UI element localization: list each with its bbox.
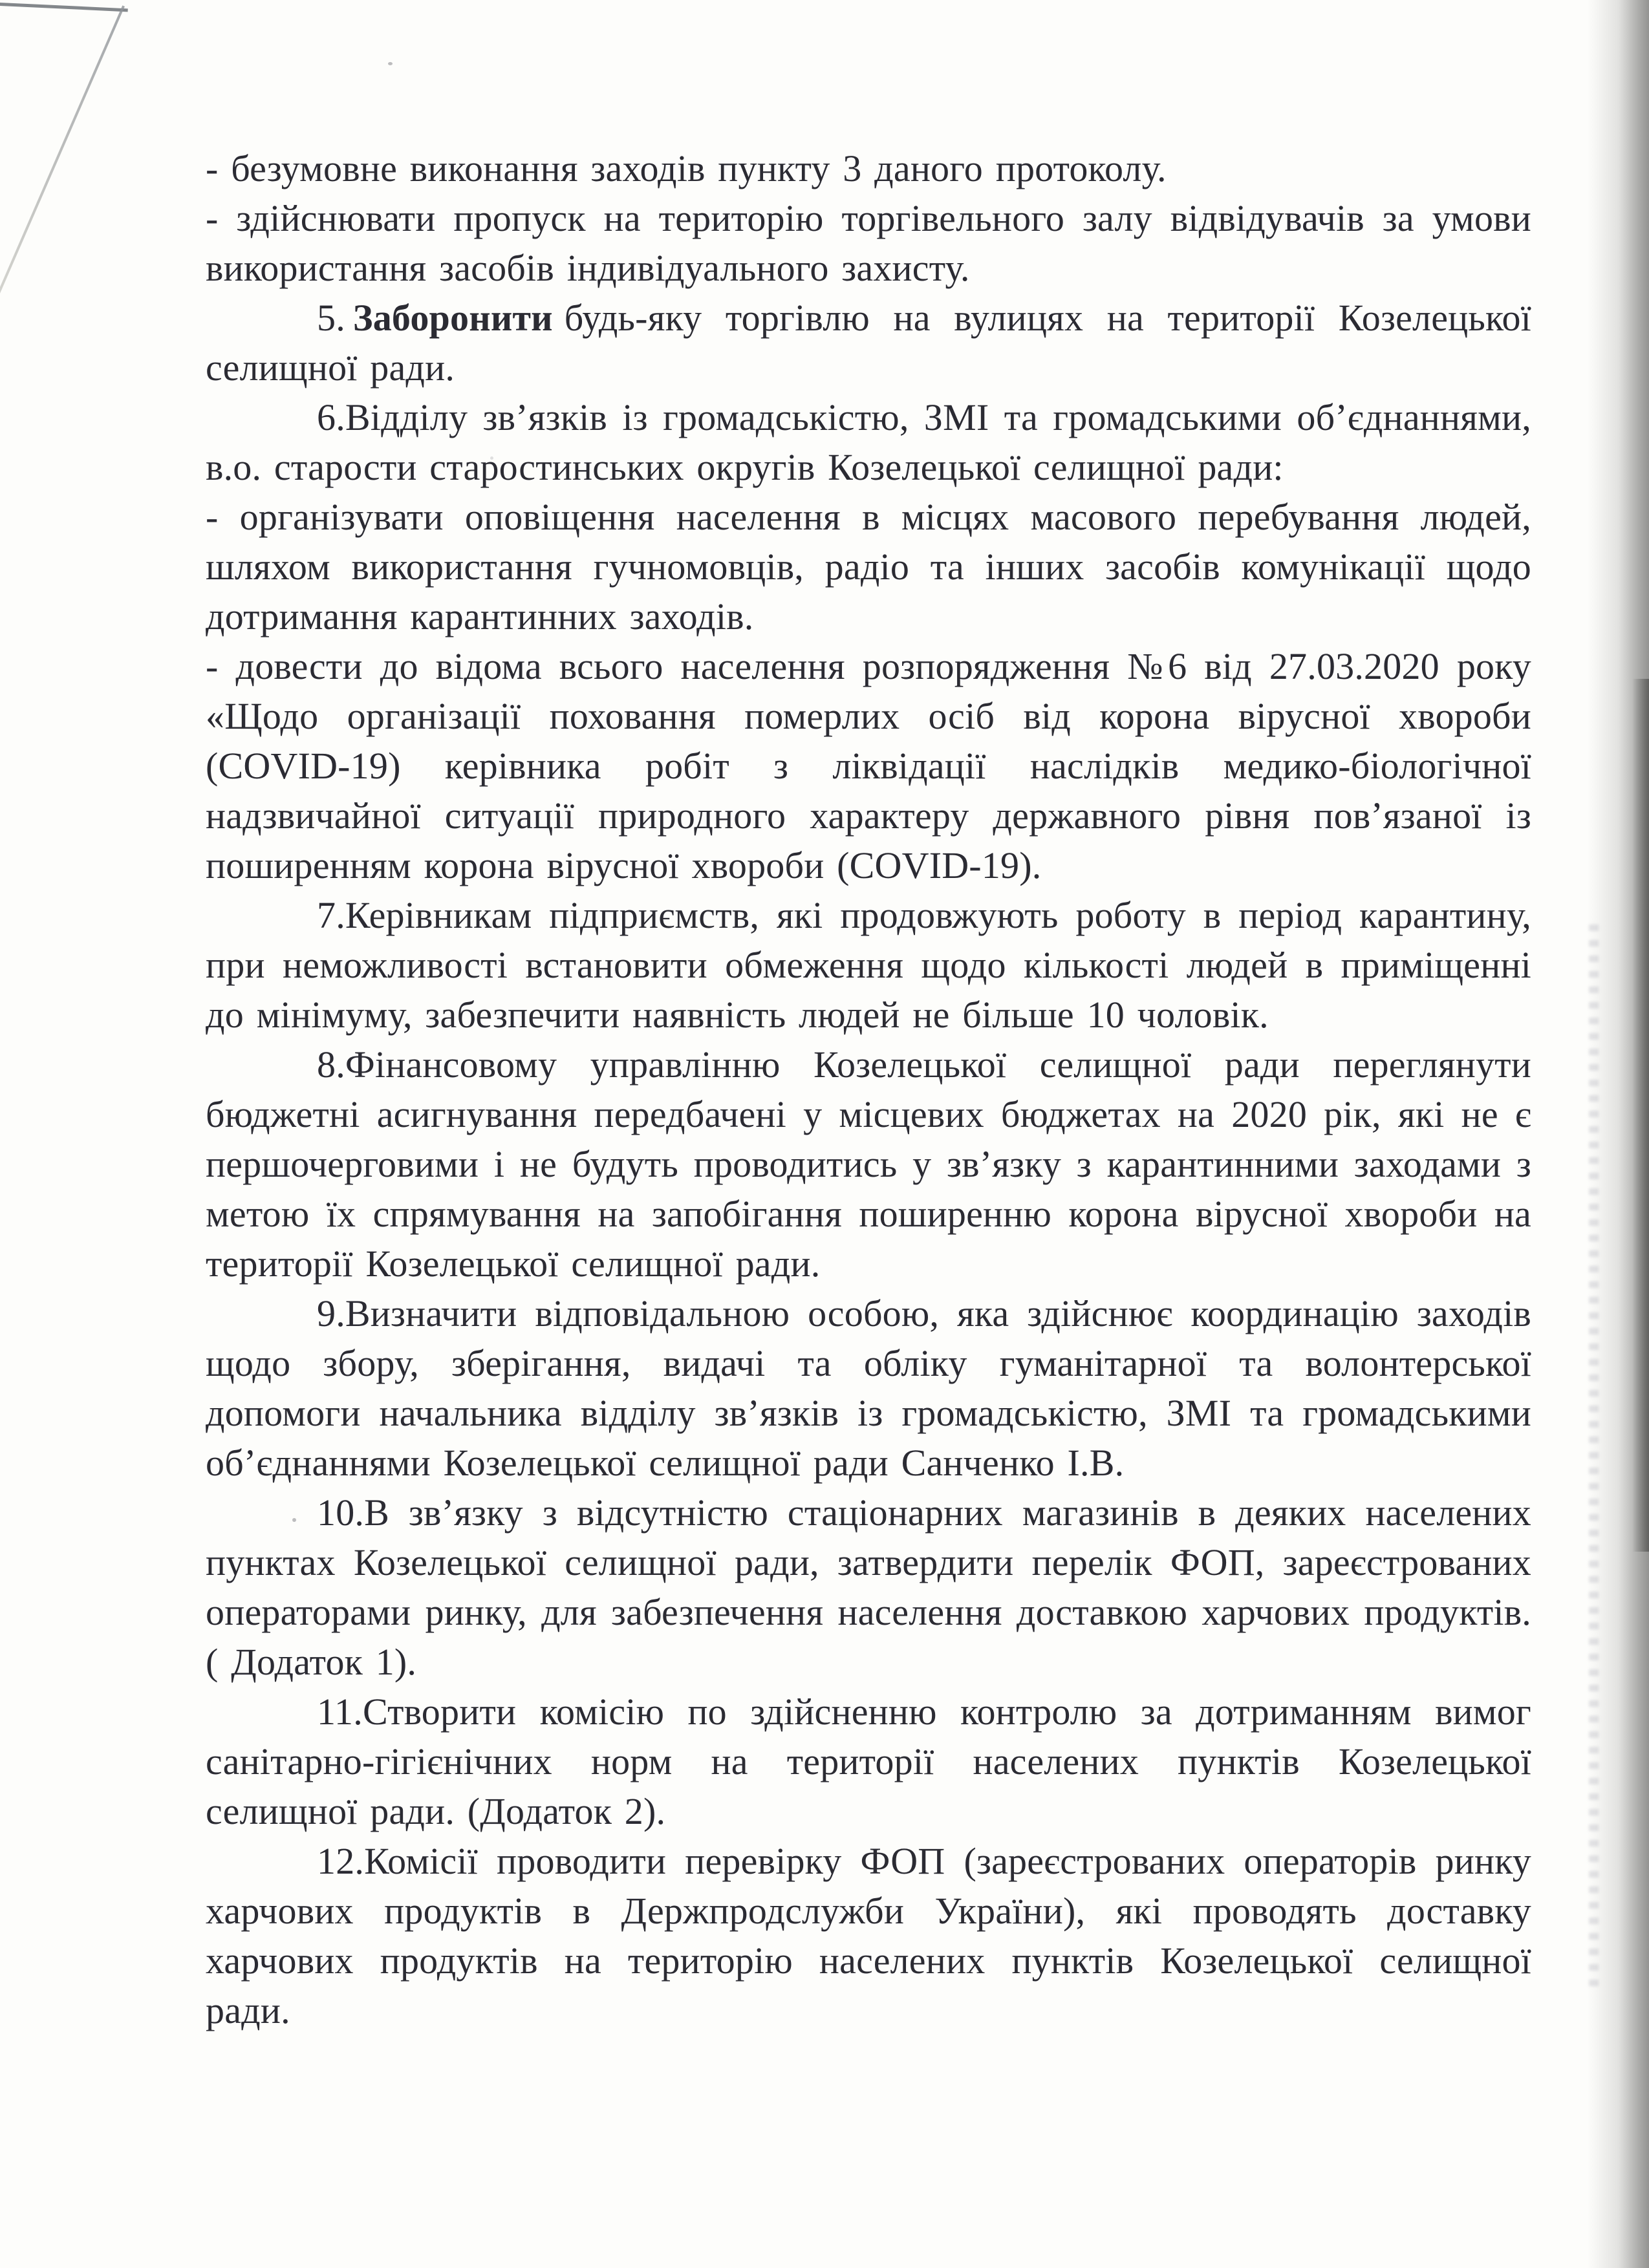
document-paragraph: 9.Визначити відповідальною особою, яка здійснює координацію заходів щодо збору, зберігання, видачі та обліку гуманітарної та волонтерської допомоги начальника відділу зв’язків із громадськістю, ЗМІ та громадськими об’єднаннями Козелецької селищної ради Санченко І.В. <box>206 1292 1531 1484</box>
paragraph-number: 5. <box>317 297 345 339</box>
scan-artifact-right-edge-shadow <box>1632 679 1649 1552</box>
document-paragraph: 10.В зв’язку з відсутністю стаціонарних магазинів в деяких населених пунктах Козелецької селищної ради, затвердити перелік ФОП, зареєстрованих операторами ринку, для забезпечення населення доставкою харчових продуктів.( Додаток 1). <box>206 1492 1531 1683</box>
paragraph-bold-word: Заборонити <box>352 297 553 339</box>
document-paragraph <box>206 293 1531 392</box>
scan-artifact-ghost-text-bleed <box>1589 925 1599 1991</box>
document-paragraph: - довести до відома всього населення розпорядження №6 від 27.03.2020 року «Щодо організації поховання померлих осіб від корона вірусної хвороби (COVID-19) керівника робіт з ліквідації наслідків медико-біологічної надзвичайної ситуації природного характеру державного рівня пов’язаної із поширенням корона вірусної хвороби (COVID-19). <box>206 645 1531 886</box>
scan-artifact-speck <box>388 62 393 65</box>
paragraph-text: будь-яку торгівлю на вулицях на території Козелецької селищної ради. <box>206 297 1531 389</box>
scan-artifact-top-edge-line <box>0 3 128 12</box>
document-paragraph: - безумовне виконання заходів пункту 3 даного протоколу. <box>206 147 1167 189</box>
document-paragraph: 8.Фінансовому управлінню Козелецької селищної ради переглянути бюджетні асигнування передбачені у місцевих бюджетах на 2020 рік, які не є першочерговими і не будуть проводитись у зв’язку з карантинними заходами з метою їх спрямування на запобігання поширенню корона вірусної хвороби на території Козелецької селищної ради. <box>206 1043 1531 1285</box>
document-paragraph: 7.Керівникам підприємств, які продовжують роботу в період карантину, при неможливості встановити обмеження щодо кількості людей в приміщенні до мінімуму, забезпечити наявність людей не більше 10 чоловік. <box>206 894 1531 1036</box>
document-paragraph: 11.Створити комісію по здійсненню контролю за дотриманням вимог санітарно-гігієнічних норм на території населених пунктів Козелецької селищної ради. (Додаток 2). <box>206 1691 1531 1832</box>
document-paragraph: 12.Комісії проводити перевірку ФОП (зареєстрованих операторів ринку харчових продуктів в Держпродслужби України), які проводять доставку харчових продуктів на територію населених пунктів Козелецької селищної ради. <box>206 1840 1531 2031</box>
document-text-column <box>206 144 1531 2035</box>
document-paragraph: 6.Відділу зв’язків із громадськістю, ЗМІ та громадськими об’єднаннями, в.о. старости старостинських округів Козелецької селищної ради: <box>206 396 1531 488</box>
scan-artifact-fold-line <box>0 5 125 295</box>
document-paragraph: - здійснювати пропуск на територію торгівельного залу відвідувачів за умови використання засобів індивідуального захисту. <box>206 197 1531 289</box>
document-paragraph: - організувати оповіщення населення в місцях масового перебування людей, шляхом використання гучномовців, радіо та інших засобів комунікації щодо дотримання карантинних заходів. <box>206 496 1531 637</box>
